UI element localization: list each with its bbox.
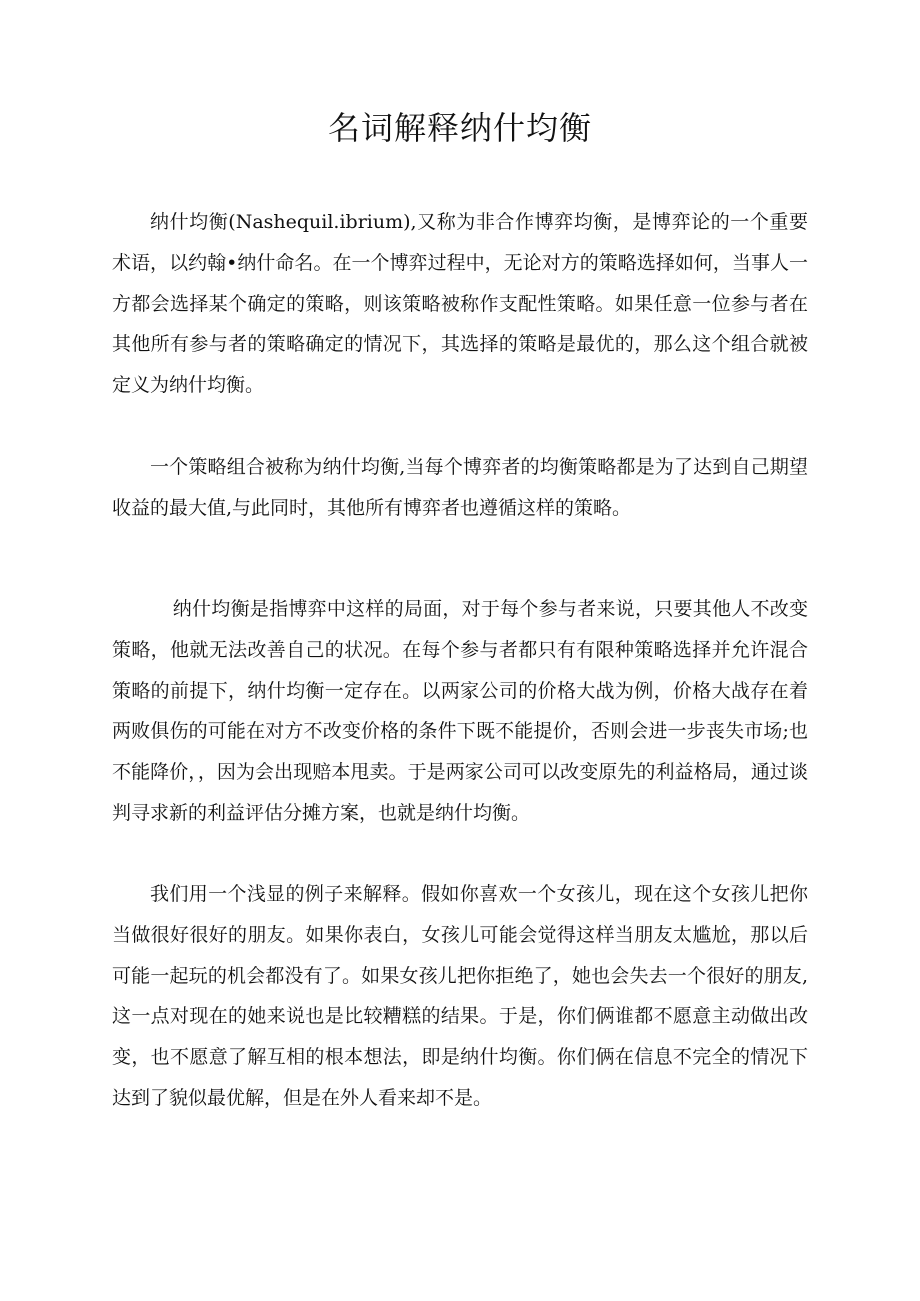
paragraph-friendship-example: 我们用一个浅显的例子来解释。假如你喜欢一个女孩儿，现在这个女孩儿把你当做很好很好的朋友。如果你表白，女孩儿可能会觉得这样当朋友太尴尬，那以后可能一起玩的机会都没有了。如果女孩儿把你拒绝了，她也会失去一个很好的朋友,这一点对现在的她来说也是比较糟糕的结果。于是，你们俩谁都不愿意主动做出改变，也不愿意了解互相的根本想法，即是纳什均衡。你们俩在信息不完全的情况下达到了貌似最优解，但是在外人看来却不是。 [112, 883, 808, 1109]
paragraph-strategy-combination: 一个策略组合被称为纳什均衡,当每个博弈者的均衡策略都是为了达到自己期望收益的最大值,与此同时，其他所有博弈者也遵循这样的策略。 [112, 456, 808, 519]
document-title: 名词解释纳什均衡 [327, 109, 592, 147]
paragraph-definition: 纳什均衡(Nashequil.ibrium),又称为非合作博弈均衡，是博弈论的一个重要术语，以约翰•纳什命名。在一个博弈过程中，无论对方的策略选择如何，当事人一方都会选择某个确定的策略，则该策略被称作支配性策略。如果任意一位参与者在其他所有参与者的策略确定的情况下，其选择的策略是最优的，那么这个组合就被定义为纳什均衡。 [112, 211, 808, 397]
paragraph-price-war-example: 纳什均衡是指博弈中这样的局面，对于每个参与者来说，只要其他人不改变策略，他就无法改善自己的状况。在每个参与者都只有有限种策略选择并允许混合策略的前提下，纳什均衡一定存在。以两家公司的价格大战为例，价格大战存在着两败俱伤的可能在对方不改变价格的条件下既不能提价，否则会进一步丧失市场;也不能降价，，因为会出现赔本甩卖。于是两家公司可以改变原先的利益格局，通过谈判寻求新的利益评估分摊方案，也就是纳什均衡。 [112, 598, 808, 824]
